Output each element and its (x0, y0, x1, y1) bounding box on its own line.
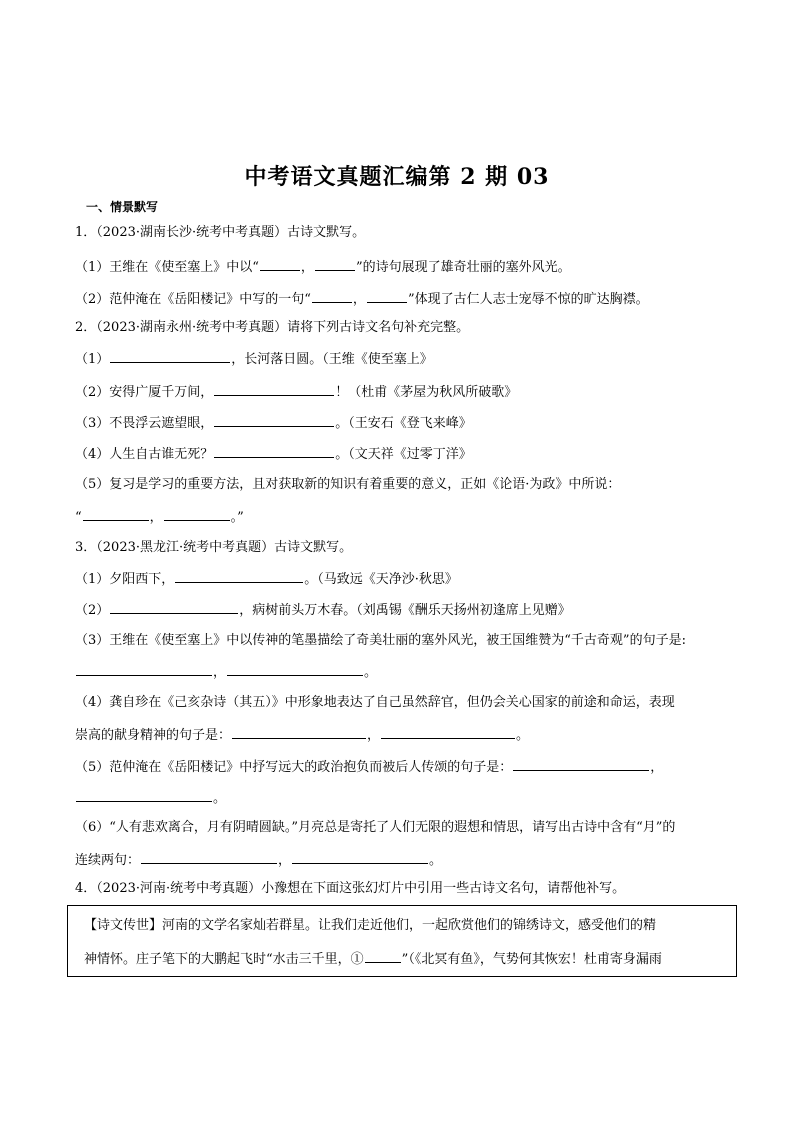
answer-blank[interactable] (214, 383, 334, 396)
question-2-item-2 (75, 383, 517, 401)
answer-blank[interactable] (513, 758, 649, 771)
slide-content-box (67, 905, 737, 977)
question-3-item-5 (75, 758, 663, 776)
question-3-item-1 (75, 570, 458, 588)
text: 连续两句： (75, 853, 141, 868)
question-2-item-3 (75, 414, 472, 432)
text: ， (300, 260, 314, 275)
text: 。 (213, 791, 227, 806)
text: （1）王维在《使至塞上》中以“ (75, 260, 259, 275)
question-3-item-6: （6）“人有悲欢离合，月有阴晴圆缺。”月亮总是寄托了人们无限的遐想和情思，请写出古诗中含有“月”的 (75, 820, 676, 835)
text: ， (149, 510, 163, 525)
slide-text-line-2 (84, 950, 662, 968)
text: 。 (364, 665, 378, 680)
answer-blank[interactable] (260, 258, 300, 271)
section-heading: 一、情景默写 (86, 200, 159, 214)
text: （4）人生自古谁无死？ (75, 447, 214, 462)
text: （2）安得广厦千万间， (75, 385, 214, 400)
answer-blank[interactable] (164, 508, 230, 521)
page-title: 中考语文真题汇编第 2 期 03 (244, 164, 550, 190)
question-1-item-1 (75, 258, 571, 276)
answer-blank[interactable] (315, 258, 355, 271)
question-2-item-1 (75, 350, 433, 368)
question-3-item-5-answer (75, 789, 226, 807)
text: 。（马致远《天净沙·秋思》 (304, 572, 458, 587)
text: 。 (429, 853, 443, 868)
text: （1） (75, 352, 110, 367)
text: ，病树前头万木春。（刘禹锡《酬乐天扬州初逢席上见赠》 (239, 603, 571, 618)
text: ， (352, 292, 366, 307)
answer-blank[interactable] (214, 414, 334, 427)
answer-blank[interactable] (141, 851, 277, 864)
question-3-item-3-answer (75, 663, 377, 681)
answer-blank[interactable] (76, 789, 212, 802)
question-3-item-6-answer (75, 851, 442, 869)
text: （2）范仲淹在《岳阳楼记》中写的一句“ (75, 292, 311, 307)
text: 。” (230, 510, 244, 525)
question-1-header: 1．（2023·湖南长沙·统考中考真题）古诗文默写。 (75, 225, 366, 240)
blank-number: ① (350, 952, 364, 967)
answer-blank[interactable] (381, 726, 515, 739)
slide-text-line-1: 【诗文传世】河南的文学名家灿若群星。让我们走近他们，一起欣赏他们的锦绣诗文，感受他们的精 (84, 918, 657, 933)
question-3-item-4-answer (75, 726, 529, 744)
answer-blank[interactable] (312, 290, 352, 303)
text: ， (213, 665, 227, 680)
text: “ (75, 510, 82, 525)
question-2-item-4 (75, 445, 472, 463)
answer-blank[interactable] (292, 851, 428, 864)
answer-blank[interactable] (83, 508, 149, 521)
question-3-item-3: （3）王维在《使至塞上》中以传神的笔墨描绘了奇美壮丽的塞外风光，被王国维赞为“千古奇观”的句子是: (75, 633, 686, 648)
text: ， (367, 728, 381, 743)
text: ， (278, 853, 292, 868)
text: 。（文天祥《过零丁洋》 (335, 447, 472, 462)
text: 神情怀。庄子笔下的大鹏起飞时“水击三千里， (84, 952, 351, 967)
text: ！（杜甫《茅屋为秋风所破歌》 (335, 385, 518, 400)
text: 。 (516, 728, 530, 743)
answer-blank[interactable] (232, 726, 366, 739)
question-3-item-4: （4）龚自珍在《己亥杂诗（其五）》中形象地表达了自己虽然辞官，但仍会关心国家的前途和命运，表现 (75, 695, 675, 710)
answer-blank[interactable] (110, 601, 238, 614)
text: ”的诗句展现了雄奇壮丽的塞外风光。 (355, 260, 571, 275)
text: ”（《北冥有鱼》，气势何其恢宏！杜甫寄身漏雨 (401, 952, 662, 967)
answer-blank[interactable] (214, 445, 334, 458)
answer-blank[interactable] (227, 663, 363, 676)
answer-blank[interactable] (76, 663, 212, 676)
question-1-item-2 (75, 290, 649, 308)
question-4-header: 4．（2023·河南·统考中考真题）小豫想在下面这张幻灯片中引用一些古诗文名句，请帮他补写。 (75, 881, 626, 896)
text: （3）不畏浮云遮望眼， (75, 416, 214, 431)
answer-blank[interactable] (367, 290, 407, 303)
answer-blank[interactable] (175, 570, 303, 583)
text: ， (650, 760, 664, 775)
text: ”体现了古仁人志士宠辱不惊的旷达胸襟。 (407, 292, 649, 307)
question-3-item-2 (75, 601, 571, 619)
question-3-header: 3．（2023·黑龙江·统考中考真题）古诗文默写。 (75, 540, 353, 555)
text: 崇高的献身精神的句子是： (75, 728, 232, 743)
answer-blank[interactable] (110, 350, 230, 363)
answer-blank[interactable] (365, 950, 401, 963)
text: ，长河落日圆。（王维《使至塞上》 (231, 352, 433, 367)
text: （1）夕阳西下， (75, 572, 175, 587)
text: （2） (75, 603, 110, 618)
question-2-item-5-answer (75, 508, 244, 526)
question-2-header: 2．（2023·湖南永州·统考中考真题）请将下列古诗文名句补充完整。 (75, 320, 470, 335)
text: （5）范仲淹在《岳阳楼记》中抒写远大的政治抱负而被后人传颂的句子是： (75, 760, 513, 775)
text: 。（王安石《登飞来峰》 (335, 416, 472, 431)
question-2-item-5: （5）复习是学习的重要方法，且对获取新的知识有着重要的意义，正如《论语·为政》中所说： (75, 477, 621, 492)
